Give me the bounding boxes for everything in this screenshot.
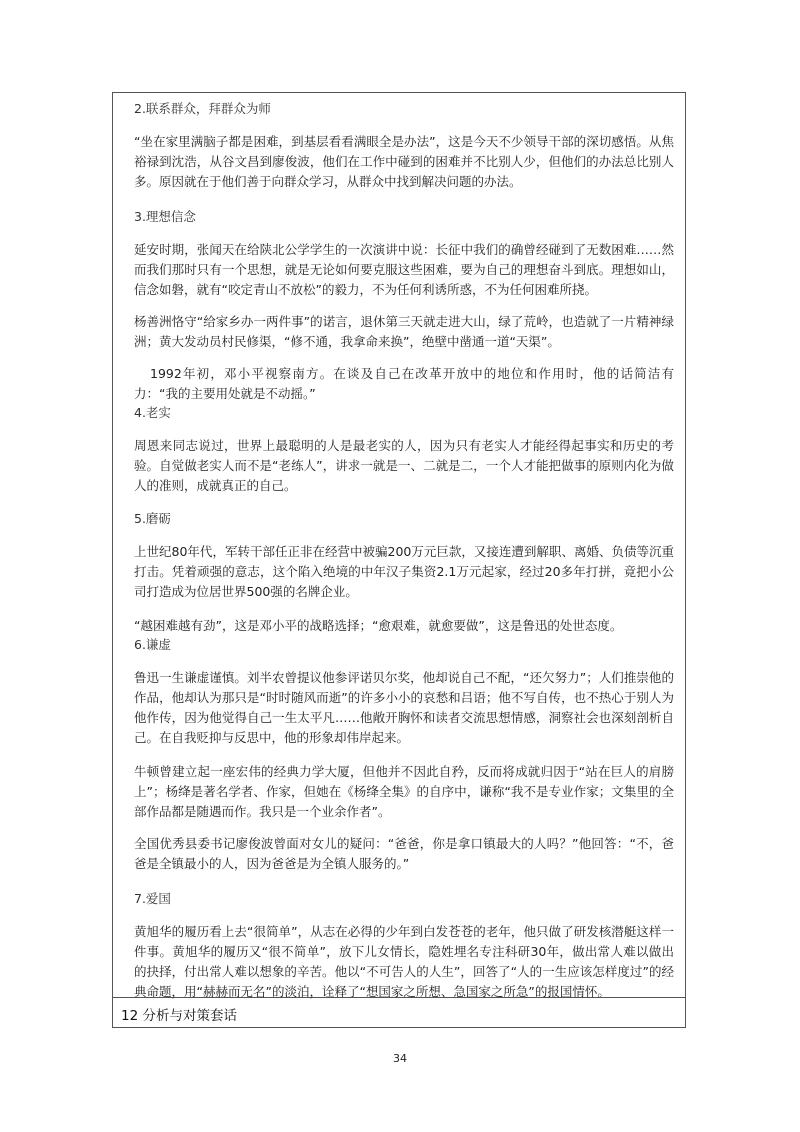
paragraph: 杨善洲恪守“给家乡办一两件事”的诺言，退休第三天就走进大山，绿了荒岭，也造就了一片精神绿洲；黄大发动员村民修渠，“修不通，我拿命来换”，绝壁中凿通一道“天渠”。: [134, 314, 674, 349]
document-body: [134, 96, 674, 1002]
section-heading-ideals: 3.理想信念: [134, 209, 196, 224]
paragraph: 黄旭华的履历看上去“很简单”，从志在必得的少年到白发苍苍的老年，他只做了研发核潜艇这样一件事。黄旭华的履历又“很不简单”，放下儿女情长，隐姓埋名专注科研30年，做出常人难以做出的抉择，付出常人难以想象的辛苦。他以“不可告人的人生”，回答了“人的一生应该怎样度过”的经典命题，用“赫赫而无名”的淡泊，诠释了“想国家之所想、急国家之所急”的报国情怀。: [134, 924, 674, 999]
footer-table-cell: [112, 998, 686, 1028]
paragraph: “坐在家里满脑子都是困难，到基层看看满眼全是办法”，这是今天不少领导干部的深切感悟。从焦裕禄到沈浩，从谷文昌到廖俊波，他们在工作中碰到的困难并不比别人少，但他们的办法总比别人多。原因就在于他们善于向群众学习，从群众中找到解决问题的办法。: [134, 134, 674, 189]
paragraph: 鲁迅一生谦虚谨慎。刘半农曾提议他参评诺贝尔奖，他却说自己不配，“还欠努力”；人们推崇他的作品，他却认为那只是“时时随风而逝”的许多小小的哀愁和吕语；他不写自传，也不热心于别人为他作传，因为他觉得自己一生太平凡……他敞开胸怀和读者交流思想情感，洞察社会也深刻剖析自己。在自我贬抑与反思中，他的形象却伟岸起来。: [134, 670, 674, 745]
section-heading-contact-masses: 2.联系群众，拜群众为师: [134, 101, 271, 116]
paragraph: 延安时期，张闻天在给陕北公学学生的一次演讲中说：长征中我们的确曾经碰到了无数困难……然而我们那时只有一个思想，就是无论如何要克服这些困难，要为自己的理想奋斗到底。理想如山，信念如磐，就有“咬定青山不放松”的毅力，不为任何利诱所惑，不为任何困难所挠。: [134, 242, 674, 297]
paragraph: 1992年初，邓小平视察南方。在谈及自己在改革开放中的地位和作用时，他的话简洁有力：“我的主要用处就是不动摇。”: [134, 366, 674, 401]
section-heading-hardship: 5.磨砺: [134, 511, 171, 526]
paragraph: 周恩来同志说过，世界上最聪明的人是最老实的人，因为只有老实人才能经得起事实和历史的考验。自觉做老实人而不是“老练人”，讲求一就是一、二就是二，一个人才能把做事的原则内化为做人的准则，成就真正的自己。: [134, 438, 674, 493]
paragraph: “越困难越有劲”，这是邓小平的战略选择；“愈艰难，就愈要做”，这是鲁迅的处世态度。: [134, 618, 623, 633]
page-number: 34: [393, 1052, 407, 1065]
paragraph: 全国优秀县委书记廖俊波曾面对女儿的疑问：“爸爸，你是拿口镇最大的人吗？”他回答：“不，爸爸是全镇最小的人，因为爸爸是为全镇人服务的。”: [134, 836, 674, 871]
footer-title: 12 分析与对策套话: [121, 1008, 237, 1024]
section-heading-modesty: 6.谦虚: [134, 637, 171, 652]
section-heading-honesty: 4.老实: [134, 405, 171, 420]
section-heading-patriotism: 7.爱国: [134, 891, 171, 906]
paragraph: 上世纪80年代，军转干部任正非在经营中被骗200万元巨款，又接连遭到解职、离婚、负债等沉重打击。凭着顽强的意志，这个陷入绝境的中年汉子集资2.1万元起家，经过20多年打拼，竟把小公司打造成为位居世界500强的名牌企业。: [134, 544, 674, 599]
paragraph: 牛顿曾建立起一座宏伟的经典力学大厦，但他并不因此自矜，反而将成就归因于“站在巨人的肩膀上”；杨绛是著名学者、作家，但她在《杨绛全集》的自序中，谦称“我不是专业作家；文集里的全部作品都是随遇而作。我只是一个业余作者”。: [134, 764, 674, 819]
